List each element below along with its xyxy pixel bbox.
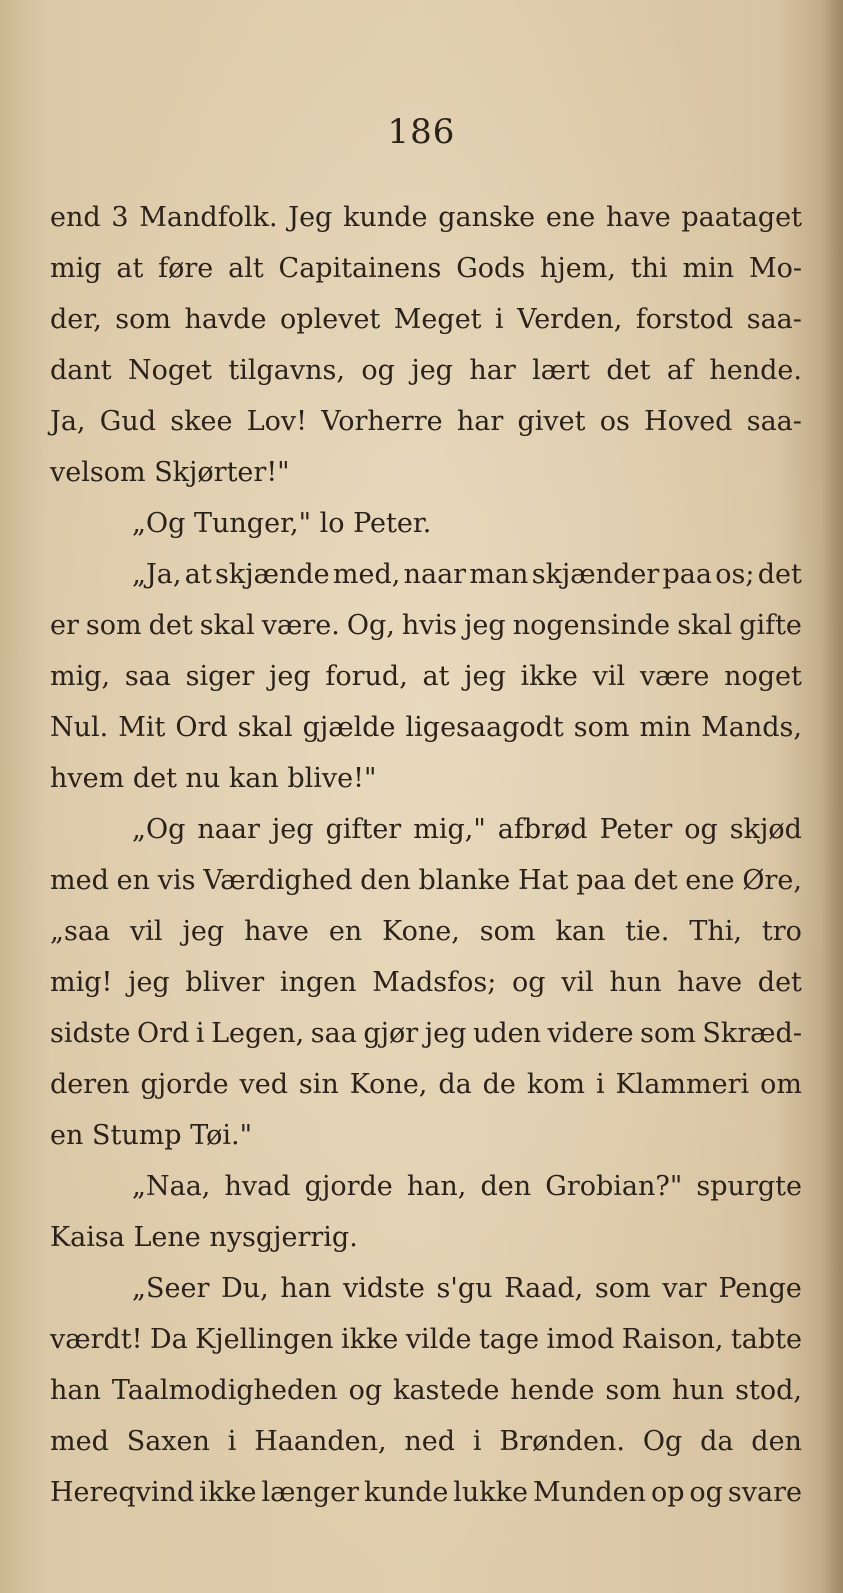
word: nu: [185, 763, 221, 794]
word: i: [495, 304, 504, 335]
word: paa: [662, 559, 712, 590]
word: den: [751, 1426, 802, 1457]
word: „Ja,: [132, 559, 182, 590]
word: jeg: [269, 661, 311, 692]
word: Værdighed: [203, 865, 353, 896]
word: oplevet: [280, 304, 381, 335]
word: jeg: [182, 916, 225, 947]
word: kom: [526, 1069, 586, 1100]
word: hvad: [224, 1171, 291, 1202]
word: Raad,: [504, 1273, 584, 1304]
word: Mit: [118, 712, 166, 743]
word: sidste: [50, 1018, 131, 1049]
word: Stump: [91, 1120, 182, 1151]
word: paataget: [681, 202, 802, 233]
word: ingen: [279, 967, 357, 998]
word: Brønden.: [499, 1426, 625, 1457]
word: hjem,: [540, 253, 616, 284]
word: skal: [237, 712, 293, 743]
text-line: [50, 1161, 802, 1212]
word: Vorherre: [321, 406, 443, 437]
word: vil: [592, 661, 626, 692]
word: naar: [197, 814, 260, 845]
word: end: [50, 202, 101, 233]
word: Gods: [456, 253, 526, 284]
page-number: 186: [387, 112, 456, 152]
word: lo: [319, 508, 345, 539]
word: hvis: [401, 610, 458, 641]
word: svare: [727, 1477, 802, 1508]
word: ikke: [199, 1477, 257, 1508]
word: „Og: [132, 508, 186, 539]
word: Meget: [393, 304, 482, 335]
word: nogensinde: [512, 610, 671, 641]
word: en: [116, 865, 150, 896]
word: tie.: [625, 916, 670, 947]
word: gjorde: [140, 1069, 229, 1100]
word: 3: [111, 202, 129, 233]
word: Skræd-: [702, 1018, 802, 1049]
word: mig: [50, 253, 102, 284]
word: og: [689, 1477, 723, 1508]
word: noget: [724, 661, 802, 692]
word: Ord: [137, 1018, 190, 1049]
text-line: [50, 447, 802, 498]
word: lært: [532, 355, 590, 386]
word: en: [328, 916, 363, 947]
word: hende.: [709, 355, 802, 386]
word: skal: [199, 610, 255, 641]
word: tage: [478, 1324, 540, 1355]
word: „Naa,: [132, 1171, 211, 1202]
text-line: [50, 396, 802, 447]
word: os: [599, 406, 630, 437]
text-line: [50, 906, 802, 957]
text-line: [50, 702, 802, 753]
word: vil: [130, 916, 163, 947]
word: Tøi.": [190, 1120, 252, 1151]
word: som: [115, 304, 172, 335]
word: Ord: [175, 712, 228, 743]
text-line: [50, 345, 802, 396]
word: jeg: [464, 661, 506, 692]
word: som: [640, 1018, 696, 1049]
word: det: [757, 967, 802, 998]
word: det: [606, 355, 651, 386]
word: deren: [50, 1069, 130, 1100]
text-line: [50, 549, 802, 600]
word: skal: [677, 610, 733, 641]
word: videre: [547, 1018, 634, 1049]
word: Da: [149, 1324, 188, 1355]
word: at: [422, 661, 450, 692]
word: have: [677, 967, 743, 998]
word: Gud: [99, 406, 157, 437]
word: ganske: [438, 202, 536, 233]
word: forud,: [325, 661, 408, 692]
word: tro: [761, 916, 802, 947]
word: Noget: [128, 355, 213, 386]
word: jeg: [128, 967, 170, 998]
page-edge-shadow: [821, 0, 843, 1593]
word: Legen,: [211, 1018, 305, 1049]
word: Og: [642, 1426, 683, 1457]
word: havde: [184, 304, 267, 335]
word: Peter: [599, 814, 673, 845]
word: Peter.: [353, 508, 432, 539]
text-line: [50, 753, 802, 804]
word: være.: [261, 610, 340, 641]
word: Haanden,: [254, 1426, 387, 1457]
word: blanke: [418, 865, 511, 896]
word: Hoved: [644, 406, 733, 437]
word: spurgte: [696, 1171, 802, 1202]
word: have: [244, 916, 309, 947]
word: om: [760, 1069, 802, 1100]
word: Mands,: [701, 712, 802, 743]
word: hende: [510, 1375, 595, 1406]
word: naar: [403, 559, 467, 590]
word: min: [682, 253, 735, 284]
word: det: [132, 763, 177, 794]
text-line: [50, 1212, 802, 1263]
word: og: [361, 355, 395, 386]
word: Kone,: [382, 916, 460, 947]
word: som: [479, 916, 536, 947]
word: Grobian?": [545, 1171, 683, 1202]
word: i: [595, 1069, 605, 1100]
word: Øre,: [742, 865, 802, 896]
word: ved: [239, 1069, 288, 1100]
text-line: [50, 1365, 802, 1416]
word: skjød: [729, 814, 802, 845]
word: mig,": [413, 814, 486, 845]
word: være: [639, 661, 710, 692]
word: s'gu: [436, 1273, 493, 1304]
word: det: [148, 610, 193, 641]
word: som: [594, 1273, 651, 1304]
word: Munden: [532, 1477, 647, 1508]
word: os;: [715, 559, 755, 590]
word: i: [472, 1426, 482, 1457]
word: ene: [685, 865, 735, 896]
word: hun: [672, 1375, 725, 1406]
text-line: [50, 651, 802, 702]
word: jeg: [424, 1018, 467, 1049]
word: skee: [170, 406, 233, 437]
word: ikke: [520, 661, 578, 692]
word: Kaisa: [50, 1222, 125, 1253]
word: han,: [406, 1171, 467, 1202]
word: jeg: [411, 355, 453, 386]
word: paa: [576, 865, 626, 896]
word: og: [512, 967, 546, 998]
word: forstod: [635, 304, 734, 335]
word: værdt!: [50, 1324, 143, 1355]
word: kunde: [363, 1477, 449, 1508]
word: Mandfolk.: [139, 202, 278, 233]
word: skjænder: [531, 559, 660, 590]
word: Kjellingen: [195, 1324, 334, 1355]
word: ikke: [340, 1324, 399, 1355]
word: de: [482, 1069, 516, 1100]
word: sin: [298, 1069, 339, 1100]
word: i: [195, 1018, 205, 1049]
word: mig,: [50, 661, 111, 692]
word: at: [116, 253, 144, 284]
word: man: [469, 559, 529, 590]
word: Du,: [221, 1273, 269, 1304]
word: vil: [561, 967, 594, 998]
word: kunde: [343, 202, 428, 233]
word: med,: [332, 559, 401, 590]
word: „saa: [50, 916, 111, 947]
word: Mo-: [748, 253, 802, 284]
word: han: [50, 1375, 101, 1406]
word: den: [360, 865, 411, 896]
word: som: [605, 1375, 662, 1406]
text-line: [50, 957, 802, 1008]
word: bliver: [185, 967, 265, 998]
word: det: [633, 865, 678, 896]
body-text: [50, 192, 802, 1518]
word: ned: [404, 1426, 456, 1457]
word: saa-: [746, 406, 802, 437]
text-line: [50, 1416, 802, 1467]
word: Verden,: [517, 304, 623, 335]
word: Capitainens: [278, 253, 442, 284]
word: Hereqvind: [50, 1477, 195, 1508]
word: velsom: [50, 457, 146, 488]
word: Saxen: [126, 1426, 210, 1457]
word: Skjørter!": [154, 457, 290, 488]
text-line: [50, 1110, 802, 1161]
word: og: [684, 814, 718, 845]
word: var: [662, 1273, 707, 1304]
word: som: [573, 712, 630, 743]
word: Og,: [346, 610, 395, 641]
word: alt: [228, 253, 264, 284]
word: dant: [50, 355, 112, 386]
word: i: [227, 1426, 237, 1457]
word: thi: [630, 253, 668, 284]
word: gifte: [739, 610, 802, 641]
word: der,: [50, 304, 102, 335]
word: mig!: [50, 967, 113, 998]
word: stod,: [735, 1375, 802, 1406]
word: han: [280, 1273, 332, 1304]
word: saa-: [746, 304, 802, 335]
text-line: [50, 1263, 802, 1314]
word: af: [666, 355, 693, 386]
text-line: [50, 1008, 802, 1059]
word: givet: [517, 406, 586, 437]
text-line: [50, 600, 802, 651]
word: nysgjerrig.: [209, 1222, 358, 1253]
word: da: [438, 1069, 472, 1100]
text-line: [50, 498, 802, 549]
word: med: [50, 865, 109, 896]
word: da: [700, 1426, 734, 1457]
word: Raison,: [621, 1324, 724, 1355]
word: vilde: [405, 1324, 472, 1355]
word: føre: [158, 253, 214, 284]
word: skjænde: [214, 559, 330, 590]
word: at: [184, 559, 212, 590]
word: Penge: [718, 1273, 802, 1304]
word: Kone,: [349, 1069, 428, 1100]
word: „Seer: [132, 1273, 210, 1304]
word: Lov!: [246, 406, 307, 437]
word: gjør: [363, 1018, 419, 1049]
word: Nul.: [50, 712, 109, 743]
word: hun: [609, 967, 662, 998]
word: saa: [124, 661, 171, 692]
word: Taalmodigheden: [111, 1375, 338, 1406]
word: hvem: [50, 763, 125, 794]
word: siger: [185, 661, 255, 692]
text-line: [50, 855, 802, 906]
word: den: [480, 1171, 532, 1202]
word: gjælde: [302, 712, 396, 743]
word: „Og: [132, 814, 186, 845]
word: uden: [472, 1018, 541, 1049]
word: jeg: [464, 610, 506, 641]
text-line: [50, 243, 802, 294]
word: jeg: [271, 814, 314, 845]
word: Ja,: [50, 406, 86, 437]
text-line: [50, 804, 802, 855]
text-line: [50, 1314, 802, 1365]
word: har: [469, 355, 516, 386]
word: tabte: [730, 1324, 802, 1355]
word: Lene: [133, 1222, 201, 1253]
text-line: [50, 1467, 802, 1518]
word: det: [757, 559, 802, 590]
word: Klammeri: [615, 1069, 750, 1100]
word: afbrød: [497, 814, 588, 845]
word: imod: [546, 1324, 615, 1355]
word: ene: [545, 202, 596, 233]
word: vis: [157, 865, 196, 896]
text-line: [50, 294, 802, 345]
word: er: [50, 610, 79, 641]
word: kan: [555, 916, 606, 947]
word: Thi,: [689, 916, 742, 947]
word: vidste: [342, 1273, 425, 1304]
word: Hat: [517, 865, 569, 896]
word: med: [50, 1426, 109, 1457]
word: ligesaagodt: [405, 712, 564, 743]
word: som: [85, 610, 142, 641]
word: lukke: [453, 1477, 529, 1508]
word: en: [50, 1120, 84, 1151]
word: Jeg: [288, 202, 333, 233]
word: have: [605, 202, 671, 233]
word: Tunger,": [194, 508, 312, 539]
word: gjorde: [304, 1171, 393, 1202]
word: kan: [228, 763, 279, 794]
word: kastede: [393, 1375, 500, 1406]
word: gifter: [325, 814, 402, 845]
word: og: [348, 1375, 383, 1406]
word: blive!": [287, 763, 377, 794]
word: længer: [261, 1477, 360, 1508]
word: tilgavns,: [228, 355, 345, 386]
word: saa: [310, 1018, 357, 1049]
word: op: [650, 1477, 685, 1508]
text-line: [50, 192, 802, 243]
word: min: [639, 712, 692, 743]
word: Madsfos;: [372, 967, 497, 998]
word: har: [456, 406, 504, 437]
text-line: [50, 1059, 802, 1110]
